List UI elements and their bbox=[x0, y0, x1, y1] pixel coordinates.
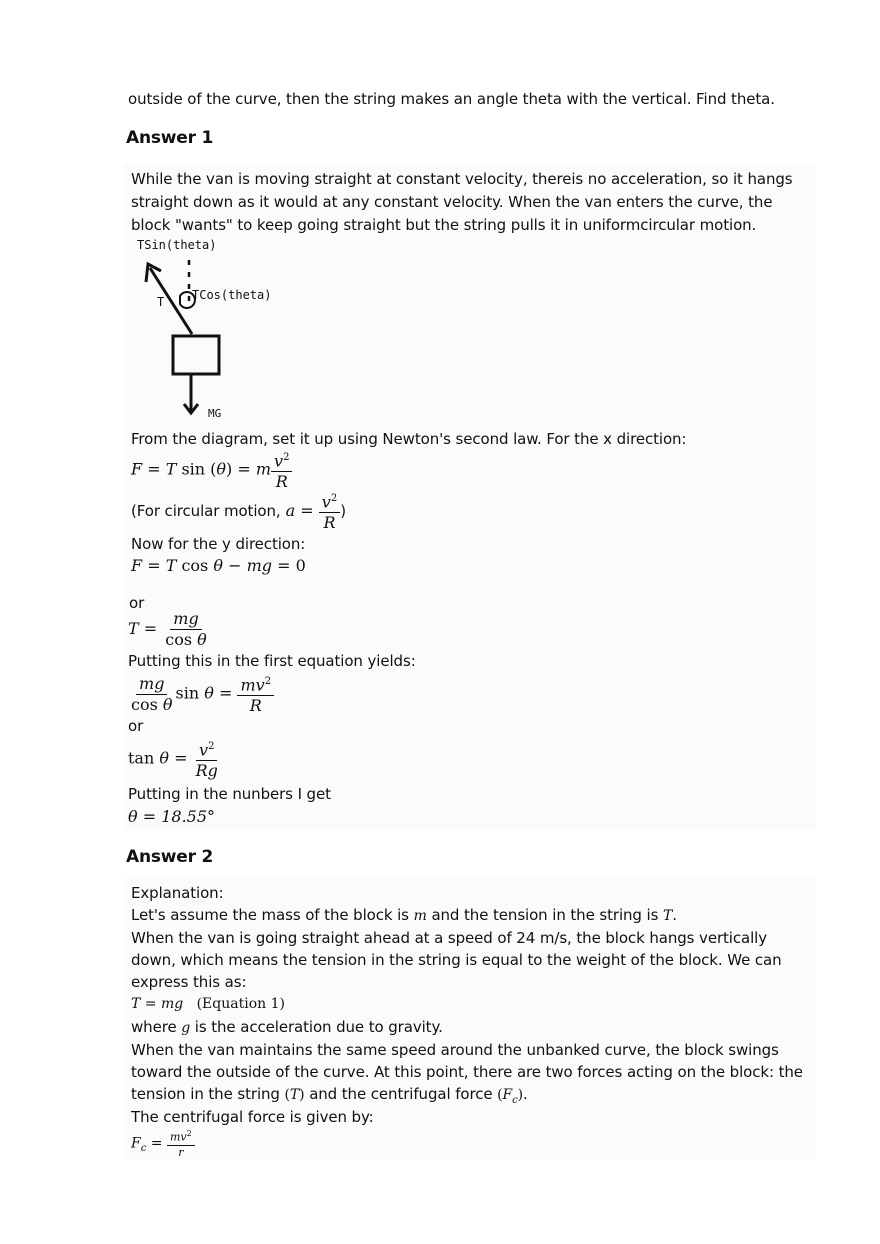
putting-first-line: Putting this in the first equation yields: bbox=[128, 652, 416, 670]
equation-1: T = mg (Equation 1) bbox=[131, 996, 285, 1012]
eq1-label: (Equation 1) bbox=[196, 996, 285, 1012]
block-rect bbox=[173, 336, 219, 374]
var-t: T bbox=[662, 908, 673, 924]
equation-substituted: $\frac{mg}{\text{cos θ}}$ sin θ = $\frac{mv^2}{R}$ bbox=[128, 673, 274, 715]
answer1-para-line-2: straight down as it would at any constant velocity. When the van enters the curve, the bbox=[131, 193, 773, 211]
var-g: g bbox=[181, 1020, 191, 1036]
assume-mid: and the tension in the string is bbox=[431, 906, 659, 924]
curve-line-2: toward the outside of the curve. At this point, there are two forces acting on the block: the bbox=[131, 1063, 803, 1081]
newton-line: From the diagram, set it up using Newton's second law. For the x direction: bbox=[131, 430, 687, 448]
var-fc-paren: $(F_c)$ bbox=[497, 1087, 524, 1106]
or-line-2: or bbox=[128, 717, 144, 735]
y-direction-line: Now for the y direction: bbox=[131, 535, 306, 553]
straight-line-2: down, which means the tension in the string is equal to the weight of the block. We can bbox=[131, 951, 782, 969]
assume-pre: Let's assume the mass of the block is bbox=[131, 906, 409, 924]
assume-end: . bbox=[672, 906, 677, 924]
label-tcos: TCos(theta) bbox=[192, 288, 272, 302]
var-m: m bbox=[413, 908, 427, 924]
numbers-line: Putting in the nunbers I get bbox=[128, 785, 331, 803]
where-line bbox=[131, 1017, 443, 1038]
var-t-paren: (T) bbox=[284, 1087, 305, 1103]
equation-x-direction: F = T sin (θ) = m $\frac{v^2}{R}$ bbox=[131, 449, 292, 491]
equation-tension: T = $\frac{mg}{\text{cos θ}}$ bbox=[128, 609, 207, 649]
centrifugal-line: The centrifugal force is given by: bbox=[131, 1108, 374, 1126]
label-tsin: TSin(theta) bbox=[137, 238, 217, 252]
intro-line: outside of the curve, then the string makes an angle theta with the vertical. Find theta. bbox=[128, 90, 775, 108]
tension-end: . bbox=[523, 1085, 528, 1103]
label-mg: MG bbox=[208, 407, 222, 420]
circular-suffix: ) bbox=[340, 502, 346, 521]
equation-y-direction: F = T cos θ − mg = 0 bbox=[131, 556, 306, 575]
answer1-para-line-1: While the van is moving straight at constant velocity, thereis no acceleration, so it hangs bbox=[131, 170, 793, 188]
explanation-label: Explanation: bbox=[131, 884, 224, 902]
result-theta: θ = 18.55° bbox=[128, 807, 216, 826]
free-body-diagram bbox=[130, 236, 310, 426]
straight-line-3: express this as: bbox=[131, 973, 247, 991]
label-t: T bbox=[157, 295, 165, 309]
answer1-heading: Answer 1 bbox=[126, 128, 214, 148]
tension-pre: tension in the string bbox=[131, 1085, 280, 1103]
straight-line-1: When the van is going straight ahead at a speed of 24 m/s, the block hangs vertically bbox=[131, 929, 768, 947]
equation-tan-theta: tan θ = $\frac{v^2}{Rg}$ bbox=[128, 738, 221, 780]
answer1-para-line-3: block "wants" to keep going straight but the string pulls it in uniformcircular motion. bbox=[131, 216, 757, 234]
circular-prefix: (For circular motion, bbox=[131, 502, 281, 521]
or-line-1: or bbox=[129, 594, 145, 612]
assume-line bbox=[131, 905, 677, 926]
curve-line-1: When the van maintains the same speed around the unbanked curve, the block swings bbox=[131, 1041, 779, 1059]
free-body-diagram-svg bbox=[130, 236, 310, 426]
equation-centrifugal: $F_c$ = $\frac{mv^2}{r}$ bbox=[131, 1128, 195, 1159]
where-post: is the acceleration due to gravity. bbox=[194, 1018, 443, 1036]
answer2-heading: Answer 2 bbox=[126, 847, 214, 867]
where-pre: where bbox=[131, 1018, 177, 1036]
circular-motion-line: (For circular motion, a = $\frac{v^2}{R}$ ) bbox=[131, 490, 346, 532]
tension-mid: and the centrifugal force bbox=[309, 1085, 493, 1103]
